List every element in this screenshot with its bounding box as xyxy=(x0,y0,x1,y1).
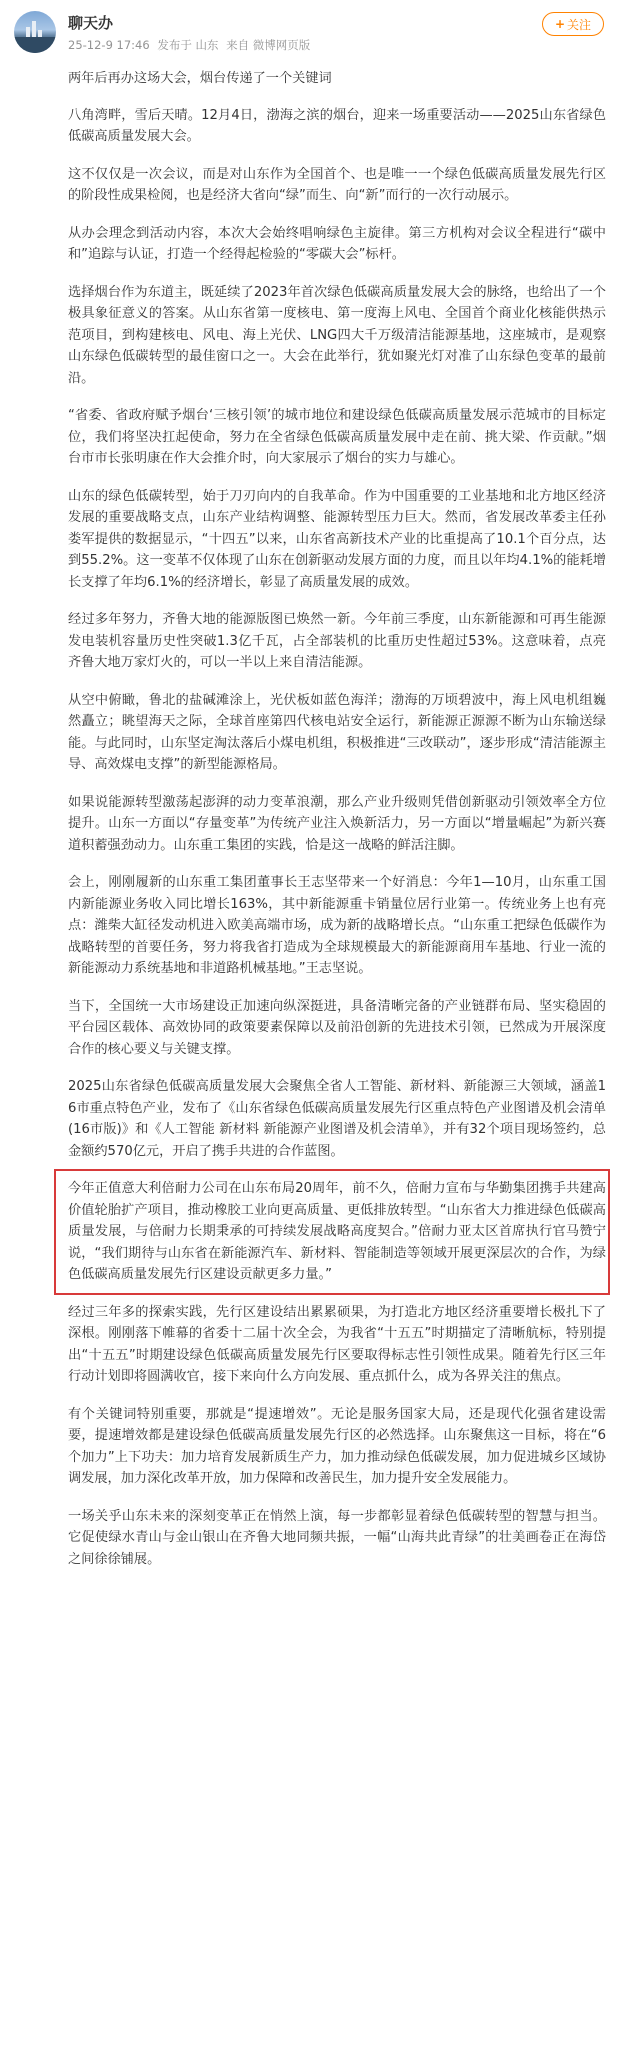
post-header xyxy=(0,0,628,68)
post-paragraph: 从空中俯瞰，鲁北的盐碱滩涂上，光伏板如蓝色海洋；渤海的万顷碧波中，海上风电机组巍然矗立；眺望海天之际，全球首座第四代核电站安全运行，新能源正源源不断为山东输送绿能。与此同时，山东坚定淘汰落后小煤电机组，积极推进“三改联动”，逐步形成“清洁能源主导、高效煤电支撑”的新型能源格局。 xyxy=(68,692,606,772)
post-paragraph: 经过三年多的探索实践，先行区建设结出累累硕果，为打造北方地区经济重要增长极扎下了深根。刚刚落下帷幕的省委十二届十次全会，为我省“十五五”时期描定了清晰航标，特别提出“十五五”时期建设绿色低碳高质量发展先行区要取得标志性引领性成果。随着先行区三年行动计划即将圆满收官，接下来向什么方向发展、重点抓什么，成为各界关注的焦点。 xyxy=(68,1304,606,1384)
post-paragraph: 经过多年努力，齐鲁大地的能源版图已焕然一新。今年前三季度，山东新能源和可再生能源发电装机容量历史性突破1.3亿千瓦，占全部装机的比重历史性超过53%。这意味着，点亮齐鲁大地万家灯火的，可以一半以上来自清洁能源。 xyxy=(68,612,606,670)
post-paragraph: 八角湾畔，雪后天晴。12月4日，渤海之滨的烟台，迎来一场重要活动——2025山东省绿色低碳高质量发展大会。 xyxy=(68,107,606,144)
post-paragraph: 一场关乎山东未来的深刻变革正在悄然上演，每一步都彰显着绿色低碳转型的智慧与担当。它促使绿水青山与金山银山在齐鲁大地同频共振，一幅“山海共此青绿”的壮美画卷正在海岱之间徐徐铺展。 xyxy=(68,1508,606,1567)
avatar-sea xyxy=(14,37,56,53)
post-paragraph: 从办会理念到活动内容，本次大会始终唱响绿色主旋律。第三方机构对会议全程进行“碳中和”追踪与认证，打造一个经得起检验的“零碳大会”标杆。 xyxy=(68,225,606,262)
avatar[interactable] xyxy=(14,11,56,53)
post-source: 来自 微博网页版 xyxy=(226,38,311,52)
post-location: 发布于 山东 xyxy=(157,38,219,52)
post-paragraph: 这不仅仅是一次会议，而是对山东作为全国首个、也是唯一一个绿色低碳高质量发展先行区的阶段性成果检阅，也是经济大省向“绿”而生、向“新”而行的一次行动展示。 xyxy=(68,166,606,203)
post-paragraph: 有个关键词特别重要，那就是“提速增效”。无论是服务国家大局，还是现代化强省建设需要，提速增效都是建设绿色低碳高质量发展先行区的必然选择。山东聚焦这一目标，将在“6个加力”上下功夫：加力培育发展新质生产力，加力推动绿色低碳发展，加力促进城乡区域协调发展，加力深化改革开放，加力保障和改善民生，加力提升安全发展能力。 xyxy=(68,1406,606,1486)
follow-label: 关注 xyxy=(567,17,592,32)
follow-button[interactable] xyxy=(542,12,604,36)
post-paragraph: 会上，刚刚履新的山东重工集团董事长王志坚带来一个好消息：今年1—10月，山东重工国内新能源业务收入同比增长163%，其中新能源重卡销量位居行业第一。传统业务上也有亮点：潍柴大缸径发动机进入欧美高端市场，成为新的战略增长点。“山东重工把绿色低碳作为战略转型的首要任务，努力将我省打造成为全球规模最大的新能源商用车基地、行业一流的新能源动力系统基地和非道路机械基地。”王志坚说。 xyxy=(68,875,606,976)
post-paragraph: 山东的绿色低碳转型，始于刀刃向内的自我革命。作为中国重要的工业基地和北方地区经济发展的重要战略支点，山东产业结构调整、能源转型压力巨大。然而，省发展改革委主任孙娄军提供的数据显示，“十四五”以来，山东省高新技术产业的比重提高了10.1个百分点，达到55.2%。这一变革不仅体现了山东在创新驱动发展方面的力度，而且以年均4.1%的能耗增长支撑了年均6.1%的经济增长，彰显了高质量发展的成效。 xyxy=(68,488,606,590)
post-date[interactable]: 25-12-9 17:46 xyxy=(68,38,150,52)
plus-icon: + xyxy=(554,17,566,31)
post-meta xyxy=(68,37,314,53)
post-paragraph: 如果说能源转型激荡起澎湃的动力变革浪潮，那么产业升级则凭借创新驱动引领效率全方位提升。山东一方面以“存量变革”为传统产业注入焕新活力，另一方面以“增量崛起”为新兴赛道积蓄强劲动力。山东重工集团的实践，恰是这一战略的鲜活注脚。 xyxy=(68,794,606,853)
post-paragraph: 当下，全国统一大市场建设正加速向纵深挺进，具备清晰完备的产业链群布局、坚实稳固的平台园区载体、高效协同的政策要素保障以及前沿创新的先进技术引领，已然成为开展深度合作的核心要义与关键支撑。 xyxy=(68,998,606,1057)
post-paragraph: 2025山东省绿色低碳高质量发展大会聚焦全省人工智能、新材料、新能源三大领域，涵盖16市重点特色产业，发布了《山东省绿色低碳高质量发展先行区重点特色产业图谱及机会清单(16市版)》和《人工智能 新材料 新能源产业图谱及机会清单》，并有32个项目现场签约，总金额约570亿元，开启了携手共进的合作蓝图。 xyxy=(68,1079,606,1159)
post-paragraph: 选择烟台作为东道主，既延续了2023年首次绿色低碳高质量发展大会的脉络，也给出了一个极具象征意义的答案。从山东省第一度核电、第一度海上风电、全国首个商业化核能供热示范项目，到构建核电、风电、海上光伏、LNG四大千万级清洁能源基地，这座城市，是观察山东绿色低碳转型的最佳窗口之一。大会在此举行，犹如聚光灯对准了山东绿色变革的最前沿。 xyxy=(68,284,606,386)
post-body xyxy=(68,68,606,1586)
highlighted-paragraph: 今年正值意大利倍耐力公司在山东布局20周年，前不久，倍耐力宣布与华勤集团携手共建高价值轮胎扩产项目，推动橡胶工业向更高质量、更低排放转型。“山东省大力推进绿色低碳高质量发展，与倍耐力长期秉承的可持续发展战略高度契合。”倍耐力亚太区首席执行官马赞宁说，“我们期待与山东省在新能源汽车、新材料、智能制造等领域开展更深层次的合作，为绿色低碳高质量发展先行区建设贡献更多力量。” xyxy=(68,1181,606,1282)
author-name[interactable]: 聊天办 xyxy=(68,14,114,32)
post-paragraph: 两年后再办这场大会，烟台传递了一个关键词 xyxy=(68,71,332,86)
post-paragraph: “省委、省政府赋予烟台‘三核引领’的城市地位和建设绿色低碳高质量发展示范城市的目标定位，我们将坚决扛起使命，努力在全省绿色低碳高质量发展中走在前、挑大梁、作贡献。”烟台市市长张明康在作大会推介时，向大家展示了烟台的实力与雄心。 xyxy=(68,408,606,466)
